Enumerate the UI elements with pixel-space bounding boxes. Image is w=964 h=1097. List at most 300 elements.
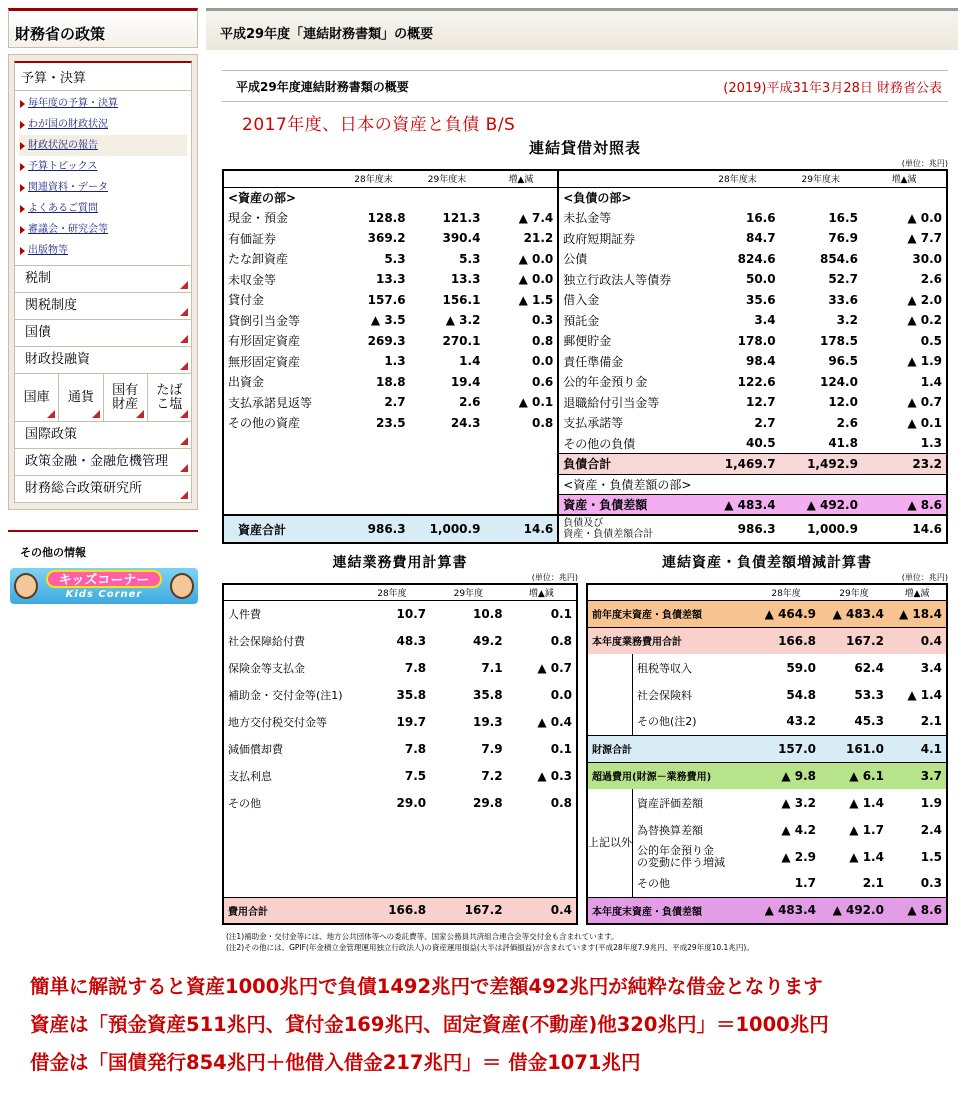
table-row	[587, 735, 947, 762]
table-cell: 19.7	[396, 714, 427, 729]
corner-arrow-icon	[180, 491, 188, 499]
table-cell: 178.5	[819, 333, 858, 348]
sidebar-links	[14, 91, 192, 266]
table-cell: ▲ 483.4	[820, 600, 888, 627]
row-label: 公的年金預り金	[637, 843, 714, 857]
table-row	[587, 708, 947, 735]
page-title: 平成29年度「連結財務書類」の概要	[220, 27, 434, 42]
table-cell	[633, 584, 753, 600]
table-cell: ▲ 0.0	[518, 251, 554, 266]
table-cell	[507, 816, 577, 843]
table-cell: ▲ 3.2	[445, 313, 481, 328]
sidebar-mini-item[interactable]	[104, 374, 148, 421]
table-cell: その他の負債	[558, 433, 695, 454]
table-cell: 0.3	[920, 876, 942, 891]
table-cell	[484, 454, 558, 475]
table-cell: 本年度末資産・負債差額	[587, 897, 752, 924]
note-1: (注1)補助金・交付金等には、地方公共団体等への委託費等、国家公務員共済組合連合会等交付金も含まれています。	[226, 932, 619, 941]
table-cell: 48.3	[396, 633, 427, 648]
table-cell	[354, 843, 430, 870]
corner-arrow-icon	[180, 281, 188, 289]
pl-title: 連結業務費用計算書	[332, 555, 468, 571]
table-row	[223, 454, 947, 475]
table-cell: 269.3	[367, 333, 406, 348]
table-cell: 超過費用(財源－業務費用)	[587, 762, 752, 789]
table-cell	[695, 474, 779, 495]
sidebar-mini-row	[14, 374, 192, 422]
table-cell: ▲ 3.2	[781, 795, 817, 810]
table-row	[223, 584, 577, 600]
table-cell: 3.7	[888, 762, 947, 789]
table-cell	[430, 870, 506, 897]
table-cell: 35.8	[396, 687, 427, 702]
sidebar-link-label: わが国の財政状況	[28, 119, 108, 130]
table-cell: 2.6	[920, 272, 942, 287]
kids-corner-title: キッズコーナー	[46, 570, 162, 588]
table-cell: ▲ 8.6	[862, 495, 947, 516]
sidebar-item[interactable]	[14, 347, 192, 374]
table-row	[587, 843, 947, 870]
sidebar-link-label: 関連資料・データ	[28, 182, 108, 193]
table-cell	[223, 170, 337, 187]
sidebar-mini-label: 国有財産	[112, 382, 139, 412]
sidebar-link[interactable]	[19, 114, 187, 135]
notes	[226, 931, 948, 953]
table-cell: 貸倒引当金等	[228, 313, 301, 328]
table-cell: 政府短期証券	[558, 228, 695, 249]
table-cell: 53.3	[854, 687, 884, 702]
table-cell: 無形固定資産	[228, 354, 301, 369]
table-cell: 166.8	[752, 627, 820, 654]
table-row	[223, 515, 947, 543]
table-row	[223, 708, 577, 735]
table-cell	[223, 870, 354, 897]
table-cell: 保険金等支払金	[228, 661, 305, 675]
table-row	[587, 627, 947, 654]
table-cell: 1,000.9	[780, 515, 862, 543]
sidebar-mini-item[interactable]	[59, 374, 103, 421]
sidebar-item[interactable]	[14, 422, 192, 449]
table-cell: 28年度末	[695, 170, 779, 187]
sidebar	[8, 8, 198, 604]
table-cell: ▲ 483.4	[752, 897, 820, 924]
corner-arrow-icon	[136, 410, 144, 418]
table-cell	[223, 433, 337, 454]
sidebar-link-label: よくあるご質問	[28, 203, 98, 214]
sidebar-item[interactable]	[14, 266, 192, 293]
table-cell: 2.7	[384, 395, 406, 410]
other-info-heading: その他の情報	[20, 546, 86, 559]
sidebar-category[interactable]: 予算・決算	[14, 61, 192, 91]
table-cell: 有価証券	[228, 231, 277, 246]
table-cell: ▲ 3.5	[370, 313, 406, 328]
sidebar-mini-label: たばこ塩	[156, 382, 183, 412]
table-row	[223, 228, 947, 249]
table-cell: 156.1	[442, 292, 481, 307]
table-row	[223, 249, 947, 270]
table-cell: 現金・預金	[228, 211, 289, 226]
table-cell	[337, 495, 409, 516]
table-cell: 166.8	[354, 897, 430, 924]
table-cell	[354, 816, 430, 843]
table-cell: 5.3	[459, 251, 481, 266]
sidebar-link[interactable]	[19, 198, 187, 219]
table-cell	[223, 454, 337, 475]
table-cell: 支払承諾等	[558, 413, 695, 434]
sidebar-item-label: 財務総合政策研究所	[25, 481, 143, 496]
table-cell: 有形固定資産	[228, 334, 301, 349]
doc-date: (2019)平成31年3月28日 財務省公表	[723, 80, 942, 96]
table-cell: 社会保障給付費	[228, 634, 305, 648]
table-cell: 7.5	[404, 768, 427, 783]
kids-corner-banner[interactable]	[10, 568, 198, 604]
table-cell: 責任準備金	[558, 351, 695, 372]
table-cell: 54.8	[786, 687, 817, 702]
table-cell: 増▲減	[484, 170, 558, 187]
table-cell: 23.5	[375, 415, 406, 430]
table-cell: 郵便貯金	[558, 331, 695, 352]
table-cell: 0.1	[550, 606, 572, 621]
table-cell: ▲ 6.1	[820, 762, 888, 789]
table-cell: 前年度末資産・負債差額	[587, 600, 752, 627]
table-cell: 1.5	[920, 849, 942, 864]
table-row	[223, 187, 947, 208]
table-cell: 167.2	[430, 897, 506, 924]
table-cell: 161.0	[820, 735, 888, 762]
red-title: 2017年度、日本の資産と負債 B/S	[242, 115, 516, 135]
table-cell	[337, 187, 409, 208]
arrow-right-icon	[20, 100, 25, 108]
table-cell: 30.0	[912, 251, 942, 266]
corner-arrow-icon	[180, 308, 188, 316]
table-cell: その他	[228, 796, 261, 810]
table-cell: 退職給付引当金等	[558, 392, 695, 413]
sidebar-link-label: 財政状況の報告	[28, 140, 98, 151]
table-cell: その他の資産	[228, 416, 301, 431]
table-cell: 96.5	[828, 354, 858, 369]
table-cell: 3.2	[836, 313, 858, 328]
table-cell: 負債合計	[558, 454, 695, 475]
table-cell	[223, 816, 354, 843]
table-cell	[862, 474, 947, 495]
sidebar-item[interactable]	[14, 320, 192, 347]
table-cell: 減価償却費	[228, 742, 283, 756]
balance-sheet-table	[222, 169, 948, 544]
corner-arrow-icon	[180, 410, 188, 418]
table-cell: ▲ 492.0	[820, 897, 888, 924]
table-cell: 21.2	[523, 231, 554, 246]
table-cell: 借入金	[558, 290, 695, 311]
table-row	[223, 762, 577, 789]
table-cell	[354, 870, 430, 897]
grand-total-label: 負債及び	[563, 518, 604, 529]
table-cell	[337, 454, 409, 475]
table-cell: 0.8	[550, 795, 572, 810]
table-cell	[223, 584, 354, 600]
table-cell: 16.6	[745, 210, 776, 225]
table-cell: 29.0	[396, 795, 427, 810]
corner-arrow-icon	[180, 437, 188, 445]
sidebar-link[interactable]	[19, 240, 187, 261]
section-label: <負債の部>	[558, 187, 695, 208]
sidebar-item-label: 財政投融資	[25, 352, 91, 367]
table-cell: 12.7	[745, 395, 776, 410]
table-cell: 1.9	[920, 795, 942, 810]
table-cell: 19.3	[472, 714, 503, 729]
sidebar-mini-label: 通貨	[67, 389, 94, 405]
table-cell: 14.6	[484, 515, 558, 543]
table-cell: 出資金	[228, 375, 265, 390]
document	[222, 70, 948, 953]
table-cell: 0.5	[920, 333, 942, 348]
vertical-tag: 上記以外	[587, 789, 633, 897]
doc-title: 平成29年度連結財務書類の概要	[236, 79, 409, 94]
table-cell: ▲ 464.9	[752, 600, 820, 627]
table-cell: 76.9	[828, 231, 858, 246]
table-row	[223, 372, 947, 393]
table-cell	[337, 433, 409, 454]
table-row	[587, 600, 947, 627]
sidebar-link-label: 審議会・研究会等	[28, 224, 108, 235]
table-cell: ▲ 9.8	[752, 762, 820, 789]
table-cell: 35.6	[745, 292, 776, 307]
table-cell: 未払金等	[558, 208, 695, 229]
table-cell: 33.6	[828, 292, 858, 307]
table-cell: 貸付金	[228, 293, 265, 308]
table-cell	[507, 843, 577, 870]
summary-line-1: 簡単に解説すると資産1000兆円で負債1492兆円で差額492兆円が純粋な借金となります	[30, 975, 823, 998]
summary-text	[30, 968, 940, 1082]
table-row	[223, 392, 947, 413]
table-cell: 0.6	[532, 374, 554, 389]
table-cell: 1.7	[794, 876, 817, 891]
table-cell: ▲ 1.4	[849, 795, 884, 810]
table-cell: ▲ 7.4	[518, 210, 554, 225]
table-cell: ▲ 0.0	[518, 272, 554, 287]
table-cell: ▲ 2.9	[781, 849, 817, 864]
arrow-right-icon	[20, 205, 25, 213]
table-row	[223, 331, 947, 352]
sidebar-item[interactable]	[14, 293, 192, 320]
table-cell: ▲ 1.9	[907, 354, 942, 369]
table-cell: 7.1	[481, 660, 503, 675]
table-cell: 0.4	[507, 897, 577, 924]
table-cell	[633, 816, 753, 843]
table-row	[223, 789, 577, 816]
table-cell: 28年度	[354, 584, 430, 600]
table-cell: 0.1	[550, 741, 572, 756]
table-cell: 支払承諾見返等	[228, 395, 313, 410]
table-cell: 50.0	[745, 272, 776, 287]
table-cell: 1.3	[920, 436, 942, 450]
bs-title: 連結貸借対照表	[528, 139, 641, 157]
sidebar-item-label: 政策金融・金融危機管理	[25, 454, 169, 469]
table-cell	[633, 789, 753, 816]
sidebar-item[interactable]	[14, 476, 192, 503]
table-cell: ▲ 1.4	[849, 849, 884, 864]
pl-unit: (単位：兆円)	[531, 573, 578, 582]
corner-arrow-icon	[180, 335, 188, 343]
sidebar-link[interactable]	[19, 156, 187, 177]
table-cell: 1.4	[920, 374, 942, 389]
table-row	[223, 290, 947, 311]
table-cell: 854.6	[819, 251, 858, 266]
table-cell: 24.3	[450, 415, 481, 430]
child-icon	[170, 573, 194, 599]
table-cell: ▲ 0.4	[537, 714, 572, 729]
table-cell: 4.1	[888, 735, 947, 762]
table-cell: 7.9	[481, 741, 503, 756]
child-icon	[14, 573, 38, 599]
summary-line-2: 資産は「預金資産511兆円、貸付金169兆円、固定資産(不動産)他320兆円」＝1000兆円	[30, 1013, 829, 1036]
table-row	[223, 269, 947, 290]
table-cell: 2.1	[920, 714, 942, 729]
table-cell: 157.6	[367, 292, 406, 307]
table-row	[223, 816, 577, 843]
sidebar-mini-item[interactable]	[15, 374, 59, 421]
sidebar-link[interactable]	[19, 135, 187, 156]
table-row	[223, 843, 577, 870]
table-cell	[558, 170, 695, 187]
table-cell: 45.3	[854, 714, 884, 729]
row-label: その他	[637, 877, 670, 891]
table-cell: 121.3	[442, 210, 481, 225]
table-cell	[862, 187, 947, 208]
table-cell: 29年度	[430, 584, 506, 600]
table-cell: その他(注2)	[637, 715, 697, 729]
corner-arrow-icon	[47, 410, 55, 418]
table-cell	[780, 474, 862, 495]
table-cell: 84.7	[745, 231, 776, 246]
table-cell: 費用合計	[223, 897, 354, 924]
table-cell: ▲ 1.7	[849, 822, 884, 837]
table-cell: 23.2	[862, 454, 947, 475]
sidebar-link[interactable]	[19, 177, 187, 198]
net-change-table	[586, 583, 948, 925]
table-cell: 1,000.9	[410, 515, 485, 543]
table-cell: 0.4	[888, 627, 947, 654]
table-cell: たな卸資産	[228, 252, 289, 267]
table-cell	[587, 708, 633, 735]
arrow-right-icon	[20, 142, 25, 150]
table-cell	[587, 681, 633, 708]
table-cell: 986.3	[695, 515, 779, 543]
arrow-right-icon	[20, 247, 25, 255]
doc-header	[222, 70, 948, 102]
table-cell: 5.3	[384, 251, 406, 266]
table-cell: 財源合計	[587, 735, 752, 762]
table-cell: 1,492.9	[780, 454, 862, 475]
table-cell: 1.3	[384, 354, 406, 369]
table-cell: 390.4	[442, 231, 481, 246]
table-cell: 167.2	[820, 627, 888, 654]
table-cell: 13.3	[375, 272, 406, 287]
table-row	[587, 654, 947, 681]
table-cell	[410, 187, 485, 208]
page-header	[206, 8, 958, 50]
table-row	[223, 170, 947, 187]
sidebar-link[interactable]	[19, 219, 187, 240]
table-cell: 2.6	[836, 415, 858, 430]
table-cell: ▲ 0.7	[907, 395, 942, 410]
sidebar-item-label: 国債	[25, 325, 52, 340]
sidebar-nav	[8, 54, 198, 510]
table-row	[223, 474, 947, 495]
table-row	[587, 870, 947, 897]
table-cell: 29年度末	[780, 170, 862, 187]
table-cell: 62.4	[854, 660, 884, 675]
table-cell: 3.4	[920, 660, 942, 675]
table-cell: 預託金	[558, 310, 695, 331]
table-cell: ▲ 2.0	[907, 292, 942, 307]
table-row	[223, 351, 947, 372]
table-row	[223, 627, 577, 654]
table-cell: 0.8	[532, 415, 554, 430]
corner-arrow-icon	[180, 464, 188, 472]
section-label: <資産の部>	[228, 191, 297, 205]
table-cell	[780, 187, 862, 208]
table-cell	[223, 474, 337, 495]
table-cell: ▲ 0.2	[907, 313, 942, 328]
table-cell: 3.4	[754, 313, 776, 328]
table-cell: 資産・負債差額	[558, 495, 695, 516]
table-cell: 増▲減	[862, 170, 947, 187]
table-row	[587, 584, 947, 600]
table-cell	[558, 515, 695, 543]
table-cell: ▲ 8.6	[888, 897, 947, 924]
table-cell: 19.4	[450, 374, 481, 389]
table-cell: 0.0	[532, 354, 554, 369]
table-cell: 公債	[558, 249, 695, 270]
table-cell	[410, 474, 485, 495]
table-cell: 補助金・交付金等(注1)	[228, 688, 343, 702]
table-cell: 29年度	[820, 584, 888, 600]
table-cell: ▲ 1.4	[907, 687, 942, 702]
row-label: 為替換算差額	[637, 823, 703, 837]
table-cell: 178.0	[737, 333, 776, 348]
table-row	[223, 310, 947, 331]
bs-unit: (単位：兆円)	[901, 159, 948, 168]
table-cell	[430, 816, 506, 843]
sidebar-link-label: 毎年度の予算・決算	[28, 98, 118, 109]
table-cell: ▲ 0.1	[518, 395, 554, 410]
sidebar-mini-item[interactable]	[148, 374, 191, 421]
table-cell	[410, 454, 485, 475]
table-cell: ▲ 7.7	[907, 231, 942, 246]
table-cell	[223, 843, 354, 870]
table-cell: 122.6	[737, 374, 776, 389]
sidebar-item-label: 税制	[25, 271, 52, 286]
table-cell: 18.8	[375, 374, 406, 389]
table-cell: ▲ 18.4	[888, 600, 947, 627]
table-cell: 157.0	[752, 735, 820, 762]
table-cell: ▲ 483.4	[695, 495, 779, 516]
table-cell: 986.3	[337, 515, 409, 543]
row-label: の変動に伴う増減	[637, 855, 725, 869]
sidebar-link[interactable]	[19, 93, 187, 114]
table-cell	[587, 654, 633, 681]
table-cell: 10.8	[472, 606, 503, 621]
corner-arrow-icon	[180, 362, 188, 370]
table-cell: 社会保険料	[637, 688, 692, 702]
sidebar-item[interactable]	[14, 449, 192, 476]
table-cell: 未収金等	[228, 272, 277, 287]
table-cell	[633, 870, 753, 897]
table-cell: 1.4	[459, 354, 481, 369]
note-2: (注2)その他には、GPIF(年金積立金管理運用独立行政法人)の資産運用損益(大半は評価損益)が含まれています(平成28年度7.9兆円、平成29年度10.1兆円)。	[226, 943, 754, 952]
table-cell	[587, 584, 633, 600]
table-row	[587, 762, 947, 789]
